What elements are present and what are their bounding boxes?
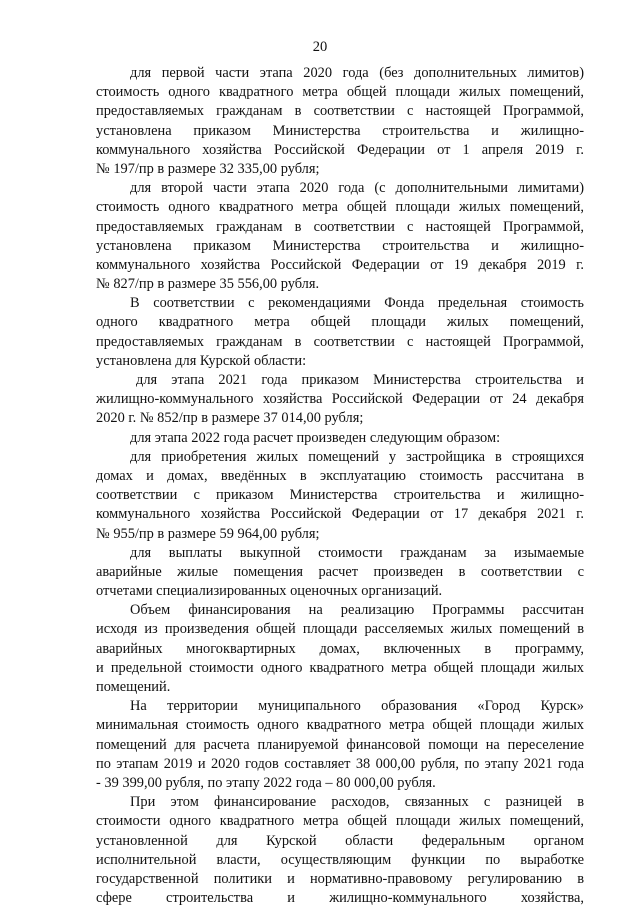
text-line: домах и домах, введённых в эксплуатацию стоимость рассчитана в xyxy=(96,467,584,484)
text-line: для второй части этапа 2020 года (с дополнительными лимитами) xyxy=(130,180,584,197)
text-line: и предельной стоимости одного квадратного метра общей площади жилых xyxy=(96,659,584,676)
text-line: сфере строительства и жилищно-коммунального хозяйства, xyxy=(96,890,584,907)
text-line: аварийные жилые помещения расчет произведен в соответствии с xyxy=(96,563,584,580)
text-line: для этапа 2022 года расчет произведен следующим образом: xyxy=(130,429,501,446)
text-line: для этапа 2021 года приказом Министерства строительства и xyxy=(136,372,584,388)
text-line: соответствии с приказом Министерства строительства и жилищно- xyxy=(96,487,584,504)
text-line: исходя из произведения общей площади расселяемых жилых помещений в xyxy=(96,621,584,638)
text-line: № 827/пр в размере 35 556,00 рубля. xyxy=(96,276,320,293)
text-line: Объем финансирования на реализацию Программы рассчитан xyxy=(130,602,584,619)
text-line: помещений. xyxy=(96,679,171,695)
text-line: При этом финансирование расходов, связанных с разницей в xyxy=(130,794,584,811)
text-line: помещений для расчета планируемой финансовой помощи на переселение xyxy=(96,736,584,753)
text-line: аварийных многоквартирных домах, включенных в программу, xyxy=(96,640,584,657)
text-line: установлена для Курской области: xyxy=(96,352,307,369)
text-line: На территории муниципального образования «Город Курск» xyxy=(130,698,584,715)
text-line: для первой части этапа 2020 года (без дополнительных лимитов) xyxy=(130,65,584,81)
text-line: стоимость одного квадратного метра общей площади жилых помещений, xyxy=(96,84,584,101)
text-line: коммунального хозяйства Российской Федерации от 1 апреля 2019 г. xyxy=(96,141,584,158)
text-line: по этапам 2019 и 2020 годов составляет 38 000,00 рубля, по этапу 2021 года xyxy=(96,755,584,772)
text-line: исполнительной власти, осуществляющим функции по выработке xyxy=(96,851,584,868)
text-line: для выплаты выкупной стоимости гражданам за изымаемые xyxy=(130,544,584,561)
document-body xyxy=(96,64,584,908)
text-line: для приобретения жилых помещений у застройщика в строящихся xyxy=(130,448,584,465)
text-line: установлена приказом Министерства строительства и жилищно- xyxy=(96,122,584,139)
text-line: минимальная стоимость одного квадратного метра общей площади жилых xyxy=(96,717,584,734)
text-line: отчетами специализированных оценочных организаций. xyxy=(96,583,443,600)
text-line: № 197/пр в размере 32 335,00 рубля; xyxy=(96,160,320,177)
text-line: предоставляемых гражданам в соответствии с настоящей Программой, xyxy=(96,333,584,350)
text-line: 2020 г. № 852/пр в размере 37 014,00 рубля; xyxy=(96,410,364,427)
text-line: - 39 399,00 рубля, по этапу 2022 года – 80 000,00 рубля. xyxy=(96,774,436,791)
text-line: № 955/пр в размере 59 964,00 рубля; xyxy=(96,525,320,542)
page-number: 20 xyxy=(312,39,328,55)
text-line: одного квадратного метра общей площади жилых помещений, xyxy=(96,314,584,331)
text-line: В соответствии с рекомендациями Фонда предельная стоимость xyxy=(130,295,584,312)
text-line: предоставляемых гражданам в соответствии с настоящей Программой, xyxy=(96,218,584,235)
text-line: коммунального хозяйства Российской Федерации от 19 декабря 2019 г. xyxy=(96,256,584,273)
text-line: стоимости одного квадратного метра общей площади жилых помещений, xyxy=(96,813,584,830)
text-line: установленной для Курской области федеральным органом xyxy=(96,832,584,849)
text-line: государственной политики и нормативно-правовому регулированию в xyxy=(96,870,584,887)
text-line: предоставляемых гражданам в соответствии с настоящей Программой, xyxy=(96,103,584,120)
text-line: жилищно-коммунального хозяйства Российской Федерации от 24 декабря xyxy=(96,391,584,408)
text-line: коммунального хозяйства Российской Федерации от 17 декабря 2021 г. xyxy=(96,506,584,523)
text-line: установлена приказом Министерства строительства и жилищно- xyxy=(96,237,584,254)
text-line: стоимость одного квадратного метра общей площади жилых помещений, xyxy=(96,199,584,216)
